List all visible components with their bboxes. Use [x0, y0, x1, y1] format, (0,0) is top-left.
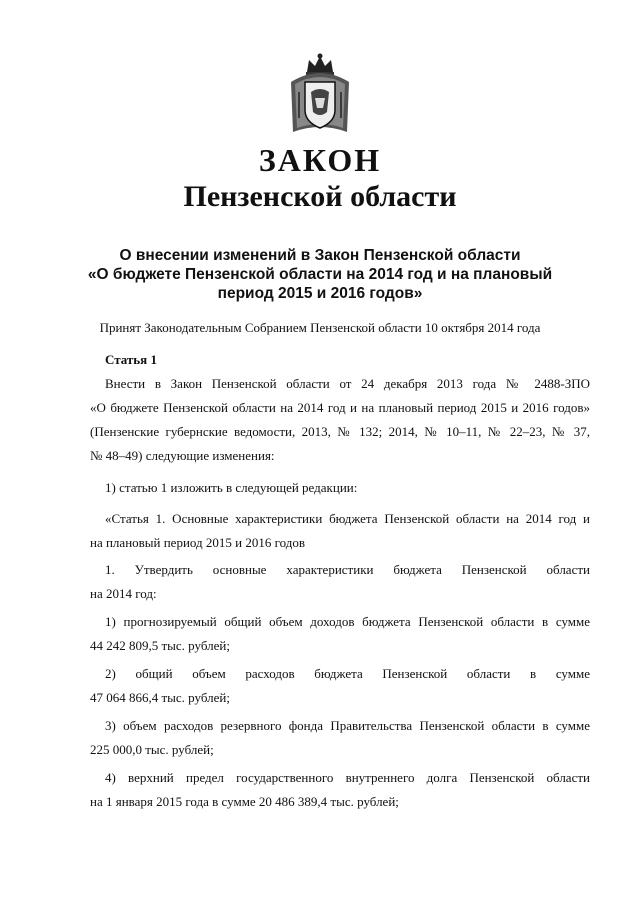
text-line: на плановый период 2015 и 2016 годов [90, 535, 305, 550]
article-title: Статья 1 [105, 352, 157, 367]
document-heading-line: период 2015 и 2016 годов» [217, 285, 423, 302]
text-line: «Статья 1. Основные характеристики бюджета Пензенской области на 2014 год и [105, 511, 590, 526]
text-line: 1) статью 1 изложить в следующей редакции: [105, 480, 358, 495]
subpoint-3 [90, 714, 590, 762]
subpoint-2 [90, 662, 590, 710]
law-title: ЗАКОН [258, 142, 382, 178]
document-heading-line: О внесении изменений в Закон Пензенской области [119, 247, 521, 264]
text-line: 225 000,0 тыс. рублей; [90, 742, 214, 757]
text-line: на 1 января 2015 года в сумме 20 486 389,4 тыс. рублей; [90, 794, 399, 809]
text-line: 4) верхний предел государственного внутреннего долга Пензенской области [105, 770, 590, 785]
point-1 [90, 558, 590, 606]
text-line: (Пензенские губернские ведомости, 2013, № 132; 2014, № 10–11, № 22–23, № 37, [90, 424, 590, 439]
text-line: 1) прогнозируемый общий объем доходов бюджета Пензенской области в сумме [105, 614, 590, 629]
text-line: 2) общий объем расходов бюджета Пензенской области в сумме [105, 666, 590, 681]
text-line: 47 064 866,4 тыс. рублей; [90, 690, 230, 705]
document-heading-line: «О бюджете Пензенской области на 2014 год и на плановый [87, 266, 553, 283]
quoted-article [90, 507, 590, 555]
subpoint-4 [90, 766, 590, 814]
text-line: 44 242 809,5 тыс. рублей; [90, 638, 230, 653]
law-subtitle: Пензенской области [183, 180, 457, 213]
item-1 [105, 476, 585, 500]
text-line: Внести в Закон Пензенской области от 24 декабря 2013 года № 2488-ЗПО [105, 376, 590, 391]
article-intro [90, 372, 590, 468]
text-line: 1. Утвердить основные характеристики бюджета Пензенской области [105, 562, 590, 577]
document-heading [60, 246, 580, 303]
subpoint-1 [90, 610, 590, 658]
adoption-note: Принят Законодательным Собранием Пензенской области 10 октября 2014 года [99, 320, 541, 335]
text-line: 3) объем расходов резервного фонда Правительства Пензенской области в сумме [105, 718, 590, 733]
text-line: на 2014 год: [90, 586, 157, 601]
text-line: «О бюджете Пензенской области на 2014 год и на плановый период 2015 и 2016 годов» [90, 400, 590, 415]
coat-of-arms-icon [285, 52, 355, 138]
text-line: № 48–49) следующие изменения: [90, 448, 275, 463]
